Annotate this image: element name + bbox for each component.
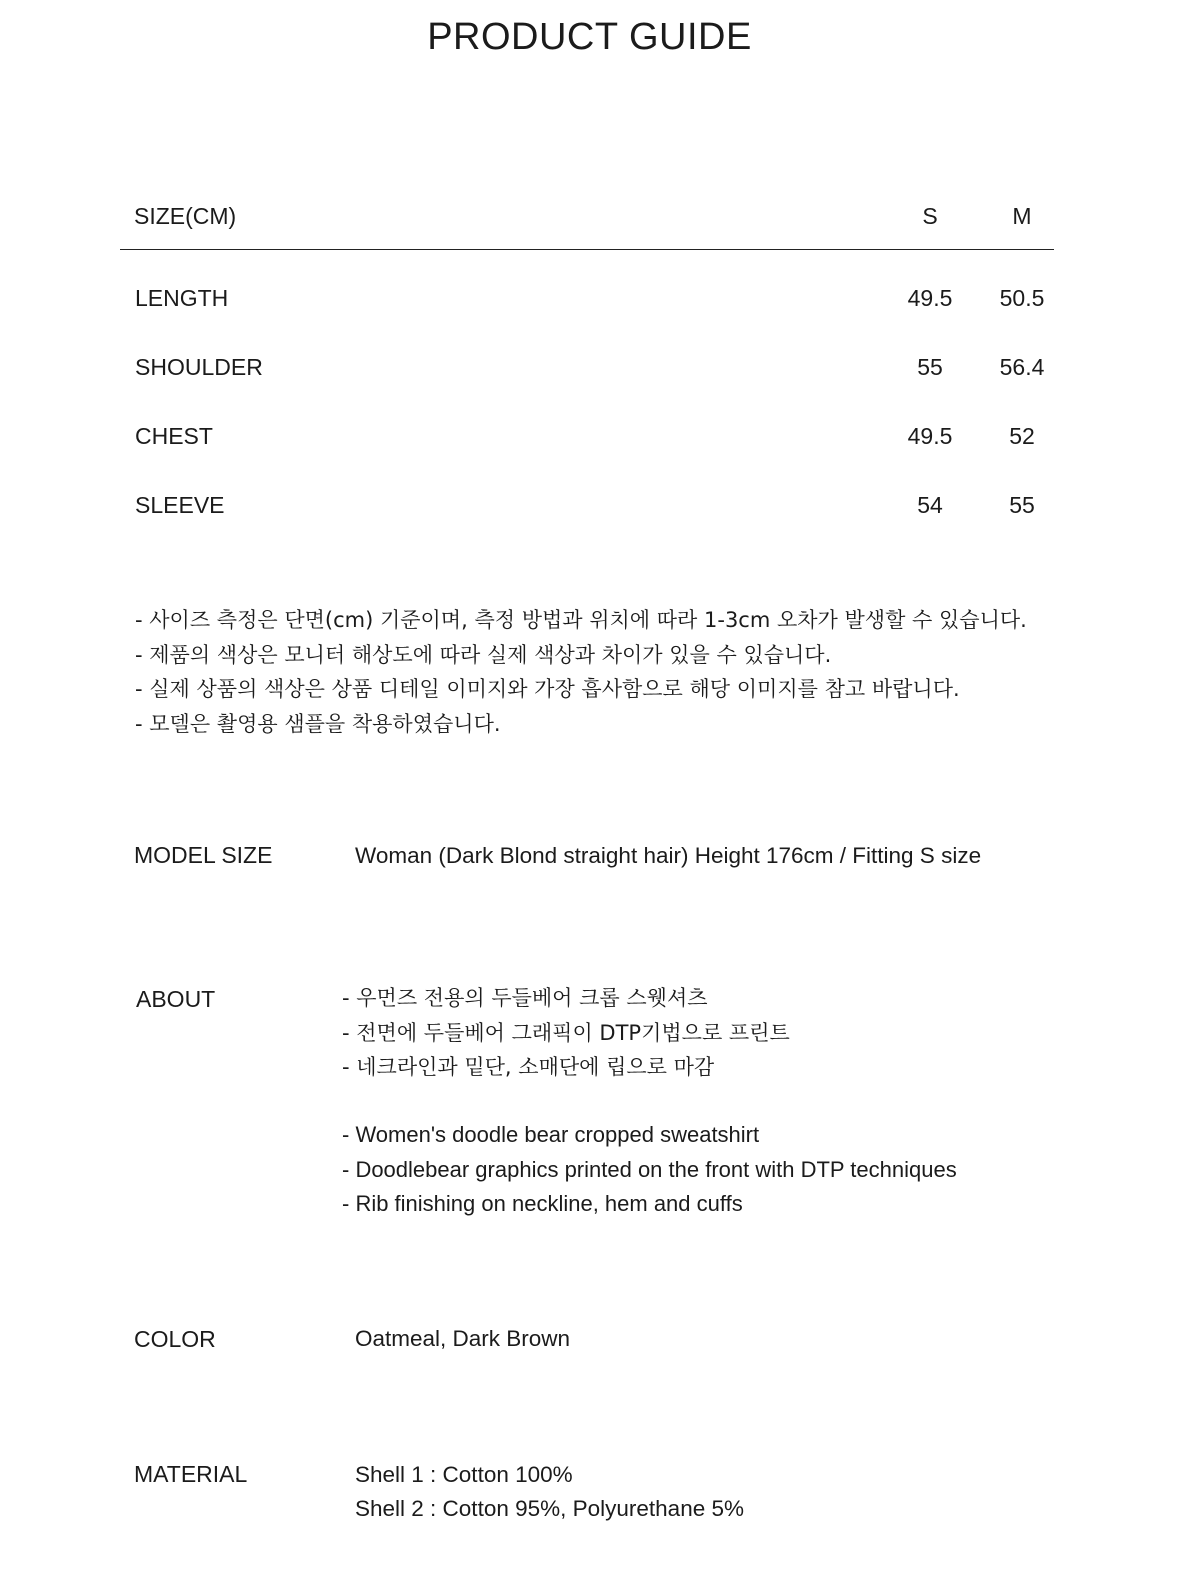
page-title: PRODUCT GUIDE	[427, 16, 752, 58]
about-line: - Women's doodle bear cropped sweatshirt	[342, 1122, 760, 1147]
size-table	[120, 194, 1054, 561]
color-label: COLOR	[134, 1326, 216, 1352]
about-line: - 전면에 두들베어 그래픽이 DTP기법으로 프린트	[342, 1020, 790, 1045]
size-row-label: LENGTH	[135, 285, 229, 311]
note-line: - 실제 상품의 색상은 상품 디테일 이미지와 가장 흡사함으로 해당 이미지를 참고 바랍니다.	[135, 677, 960, 701]
note-line: - 사이즈 측정은 단면(cm) 기준이며, 측정 방법과 위치에 따라 1-3cm 오차가 발생할 수 있습니다.	[135, 608, 1027, 632]
size-table-body	[120, 285, 1054, 561]
color-value: Oatmeal, Dark Brown	[355, 1326, 571, 1351]
size-row-label: CHEST	[135, 423, 213, 449]
size-column-m: M	[1012, 203, 1032, 229]
size-column-s: S	[922, 203, 938, 229]
size-value-m: 55	[1009, 492, 1035, 518]
material-value	[355, 1458, 744, 1526]
about-english	[342, 1118, 957, 1222]
model-size-label: MODEL SIZE	[134, 842, 273, 868]
about-label: ABOUT	[136, 986, 216, 1012]
size-value-m: 50.5	[999, 285, 1045, 311]
size-value-m: 52	[1009, 423, 1035, 449]
size-value-s: 55	[917, 354, 943, 380]
size-value-s: 54	[917, 492, 943, 518]
note-line: - 제품의 색상은 모니터 해상도에 따라 실제 색상과 차이가 있을 수 있습니다.	[135, 642, 832, 667]
size-value-s: 49.5	[907, 285, 953, 311]
model-size-value: Woman (Dark Blond straight hair) Height 176cm / Fitting S size	[355, 843, 982, 868]
size-row-sleeve	[120, 492, 1054, 561]
size-value-s: 49.5	[907, 423, 953, 449]
about-line: - Rib finishing on neckline, hem and cuffs	[342, 1191, 743, 1216]
size-notes	[135, 603, 1027, 741]
size-row-label: SLEEVE	[135, 492, 225, 518]
material-label: MATERIAL	[134, 1461, 248, 1487]
about-line: - Doodlebear graphics printed on the front with DTP techniques	[342, 1156, 957, 1182]
size-row-length	[120, 285, 1054, 354]
about-korean	[342, 981, 790, 1085]
size-header-label: SIZE(CM)	[134, 203, 237, 229]
material-line: Shell 1 : Cotton 100%	[355, 1462, 573, 1487]
size-row-shoulder	[120, 354, 1054, 423]
material-line: Shell 2 : Cotton 95%, Polyurethane 5%	[355, 1496, 744, 1521]
size-row-label: SHOULDER	[135, 354, 263, 380]
about-line: - 우먼즈 전용의 두들베어 크롭 스웻셔츠	[342, 986, 708, 1010]
size-value-m: 56.4	[999, 354, 1045, 380]
size-row-chest	[120, 423, 1054, 492]
size-table-header	[120, 194, 1054, 250]
note-line: - 모델은 촬영용 샘플을 착용하였습니다.	[135, 711, 501, 736]
about-line: - 네크라인과 밑단, 소매단에 립으로 마감	[342, 1055, 715, 1079]
